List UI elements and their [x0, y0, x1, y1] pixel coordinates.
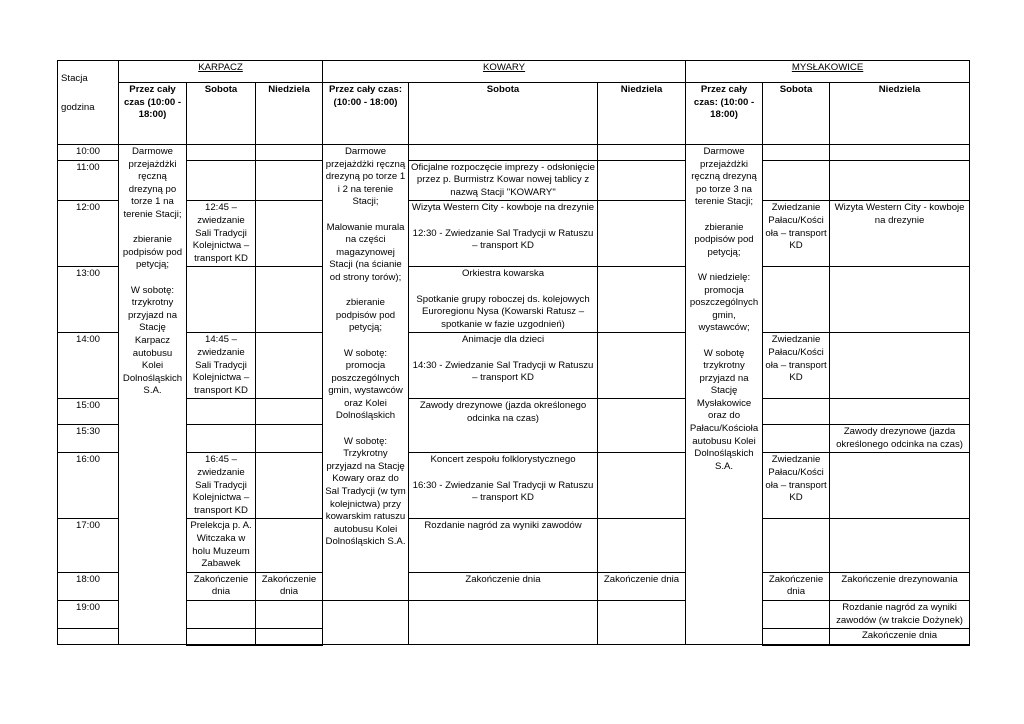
- schedule-table: [57, 60, 970, 646]
- row-1100: [58, 160, 970, 201]
- row-1500: [58, 399, 970, 425]
- myslakowice-sat-cell: [763, 145, 830, 161]
- myslakowice-sat-1600: Zwiedzanie Pałacu/Kości oła – transport KD: [763, 453, 830, 519]
- kowary-all-day: Darmowe przejażdżki ręczną drezyną po torze 1 i 2 na terenie Stacji; Malowanie murala na części magazynowej Stacji (na ścianie od strony torów); zbieranie podpisów pod petycją; W sobotę: promocja poszczególnych gmin, wystawców oraz Kolei Dolnośląskich W sobotę: Trzykrotny przyjazd na Stację Kowary oraz do Sal Tradycji (w tym kolejnictwa) przy kowarskim ratuszu autobusu Kolei Dolnośląskich S.A.: [323, 145, 409, 601]
- kowary-sun-cell: [598, 453, 686, 519]
- karpacz-sun-cell: [256, 333, 323, 399]
- kowary-sun-cell: [598, 399, 686, 453]
- kowary-sun-cell: [598, 333, 686, 399]
- myslakowice-sat-cell: [763, 601, 830, 629]
- karpacz-sat-1445: 14:45 – zwiedzanie Sali Tradycji Kolejnictwa – transport KD: [187, 333, 256, 399]
- time-cell: 18:00: [58, 572, 119, 600]
- kowary-sunday-header: Niedziela: [598, 83, 686, 145]
- myslakowice-sun-cell: [830, 333, 970, 399]
- schedule: [57, 60, 969, 646]
- row-1800: [58, 572, 970, 600]
- kowary-sun-cell: [598, 145, 686, 161]
- karpacz-sun-cell: [256, 601, 323, 629]
- time-cell: [58, 629, 119, 645]
- time-cell: 14:00: [58, 333, 119, 399]
- myslakowice-sun-1800: Zakończenie drezynowania: [830, 572, 970, 600]
- myslakowice-sun-cell: [830, 453, 970, 519]
- row-1000: [58, 145, 970, 161]
- myslakowice-sun-cell: [830, 267, 970, 333]
- karpacz-sun-cell: [256, 160, 323, 201]
- myslakowice-sun-1900: Rozdanie nagród za wyniki zawodów (w trakcie Dożynek): [830, 601, 970, 629]
- row-1200: [58, 201, 970, 267]
- header-row-towns: [58, 61, 970, 83]
- myslakowice-all-day-header: Przez cały czas: (10:00 - 18:00): [686, 83, 763, 145]
- kowary-sat-1300: Orkiestra kowarska Spotkanie grupy roboczej ds. kolejowych Euroregionu Nysa (Kowarski Ratusz – spotkanie w fazie uzgodnień): [409, 267, 598, 333]
- time-cell: 19:00: [58, 601, 119, 629]
- karpacz-sun-cell: [256, 629, 323, 645]
- kowary-sun-cell: [598, 601, 686, 645]
- karpacz-sat-1645: 16:45 – zwiedzanie Sali Tradycji Kolejnictwa – transport KD: [187, 453, 256, 519]
- row-1400: [58, 333, 970, 399]
- karpacz-sun-cell: [256, 267, 323, 333]
- myslakowice-sat-cell: [763, 629, 830, 645]
- karpacz-sun-cell: [256, 453, 323, 519]
- myslakowice-sun-cell: [830, 160, 970, 201]
- karpacz-sun-cell: [256, 201, 323, 267]
- kowary-saturday-header: Sobota: [409, 83, 598, 145]
- myslakowice-sun-1200: Wizyta Western City - kowboje na drezynie: [830, 201, 970, 267]
- kowary-sat-cell: [409, 145, 598, 161]
- myslakowice-sun-cell: [830, 145, 970, 161]
- time-cell: 16:00: [58, 453, 119, 519]
- kowary-sat-1800: Zakończenie dnia: [409, 572, 598, 600]
- kowary-sat-1100: Oficjalne rozpoczęcie imprezy - odsłonięcie przez p. Burmistrz Kowar nowej tablicy z nazwą Stacji "KOWARY": [409, 160, 598, 201]
- row-1700: [58, 519, 970, 572]
- myslakowice-all-day: Darmowe przejażdżki ręczną drezyną po torze 3 na terenie Stacji; zbieranie podpisów pod petycją; W niedzielę: promocja poszczególnych gmin, wystawców; W sobotę trzykrotny przyjazd na Stację Mysłakowice oraz do Pałacu/Kościoła autobusu Kolei Dolnośląskich S.A.: [686, 145, 763, 645]
- town-myslakowice: MYSŁAKOWICE: [686, 61, 970, 83]
- myslakowice-sat-cell: [763, 160, 830, 201]
- kowary-sat-1400: Animacje dla dzieci 14:30 - Zwiedzanie Sal Tradycji w Ratuszu – transport KD: [409, 333, 598, 399]
- time-cell: 17:00: [58, 519, 119, 572]
- myslakowice-sun-1530: Zawody drezynowe (jazda określonego odcinka na czas): [830, 425, 970, 453]
- karpacz-sun-cell: [256, 399, 323, 425]
- karpacz-sat-cell: [187, 425, 256, 453]
- karpacz-sun-cell: [256, 145, 323, 161]
- time-cell: 10:00: [58, 145, 119, 161]
- karpacz-all-day: Darmowe przejażdżki ręczną drezyną po torze 1 na terenie Stacji; zbieranie podpisów pod petycją; W sobotę: trzykrotny przyjazd na Stację Karpacz autobusu Kolei Dolnośląskich S.A.: [119, 145, 187, 645]
- header-row-days: [58, 83, 970, 145]
- kowary-sat-1600: Koncert zespołu folklorystycznego 16:30 - Zwiedzanie Sal Tradycji w Ratuszu – transport KD: [409, 453, 598, 519]
- kowary-sat-1700: Rozdanie nagród za wyniki zawodów: [409, 519, 598, 572]
- kowary-sun-cell: [598, 160, 686, 201]
- karpacz-sat-1800: Zakończenie dnia: [187, 572, 256, 600]
- time-cell: 12:00: [58, 201, 119, 267]
- myslakowice-sat-1800: Zakończenie dnia: [763, 572, 830, 600]
- kowary-all-day-tail: [323, 601, 409, 645]
- row-1600: [58, 453, 970, 519]
- karpacz-sat-cell: [187, 145, 256, 161]
- myslakowice-sat-cell: [763, 399, 830, 425]
- myslakowice-sat-cell: [763, 267, 830, 333]
- row-1900: [58, 601, 970, 629]
- kowary-sat-1200: Wizyta Western City - kowboje na drezynie 12:30 - Zwiedzanie Sal Tradycji w Ratuszu – transport KD: [409, 201, 598, 267]
- karpacz-sat-cell: [187, 601, 256, 629]
- kowary-sun-cell: [598, 267, 686, 333]
- karpacz-sun-1800: Zakończenie dnia: [256, 572, 323, 600]
- karpacz-sat-1700: Prelekcja p. A. Witczaka w holu Muzeum Zabawek: [187, 519, 256, 572]
- kowary-sun-cell: [598, 519, 686, 572]
- myslakowice-sat-1200: Zwiedzanie Pałacu/Kości oła – transport KD: [763, 201, 830, 267]
- karpacz-saturday-header: Sobota: [187, 83, 256, 145]
- time-cell: 15:30: [58, 425, 119, 453]
- karpacz-sat-cell: [187, 399, 256, 425]
- kowary-sun-cell: [598, 201, 686, 267]
- row-1300: [58, 267, 970, 333]
- time-cell: 15:00: [58, 399, 119, 425]
- kowary-sat-cell: [409, 601, 598, 645]
- karpacz-sun-cell: [256, 519, 323, 572]
- karpacz-sat-cell: [187, 629, 256, 645]
- time-cell: 11:00: [58, 160, 119, 201]
- kowary-sun-1800: Zakończenie dnia: [598, 572, 686, 600]
- karpacz-all-day-header: Przez cały czas (10:00 - 18:00): [119, 83, 187, 145]
- label-stacja: Stacja: [61, 73, 88, 84]
- town-kowary: KOWARY: [323, 61, 686, 83]
- karpacz-sat-cell: [187, 160, 256, 201]
- karpacz-sat-1245: 12:45 – zwiedzanie Sali Tradycji Kolejnictwa – transport KD: [187, 201, 256, 267]
- myslakowice-sunday-header: Niedziela: [830, 83, 970, 145]
- karpacz-sunday-header: Niedziela: [256, 83, 323, 145]
- myslakowice-saturday-header: Sobota: [763, 83, 830, 145]
- karpacz-sat-cell: [187, 267, 256, 333]
- header-station-time: [58, 61, 119, 145]
- myslakowice-sat-cell: [763, 519, 830, 572]
- myslakowice-sun-end: Zakończenie dnia: [830, 629, 970, 645]
- myslakowice-sat-1400: Zwiedzanie Pałacu/Kości oła – transport KD: [763, 333, 830, 399]
- kowary-sat-1500: Zawody drezynowe (jazda określonego odcinka na czas): [409, 399, 598, 453]
- kowary-all-day-header: Przez cały czas: (10:00 - 18:00): [323, 83, 409, 145]
- label-godzina: godzina: [61, 102, 95, 114]
- myslakowice-sat-cell: [763, 425, 830, 453]
- time-cell: 13:00: [58, 267, 119, 333]
- karpacz-sun-cell: [256, 425, 323, 453]
- myslakowice-sun-cell: [830, 519, 970, 572]
- myslakowice-sun-cell: [830, 399, 970, 425]
- town-karpacz: KARPACZ: [119, 61, 323, 83]
